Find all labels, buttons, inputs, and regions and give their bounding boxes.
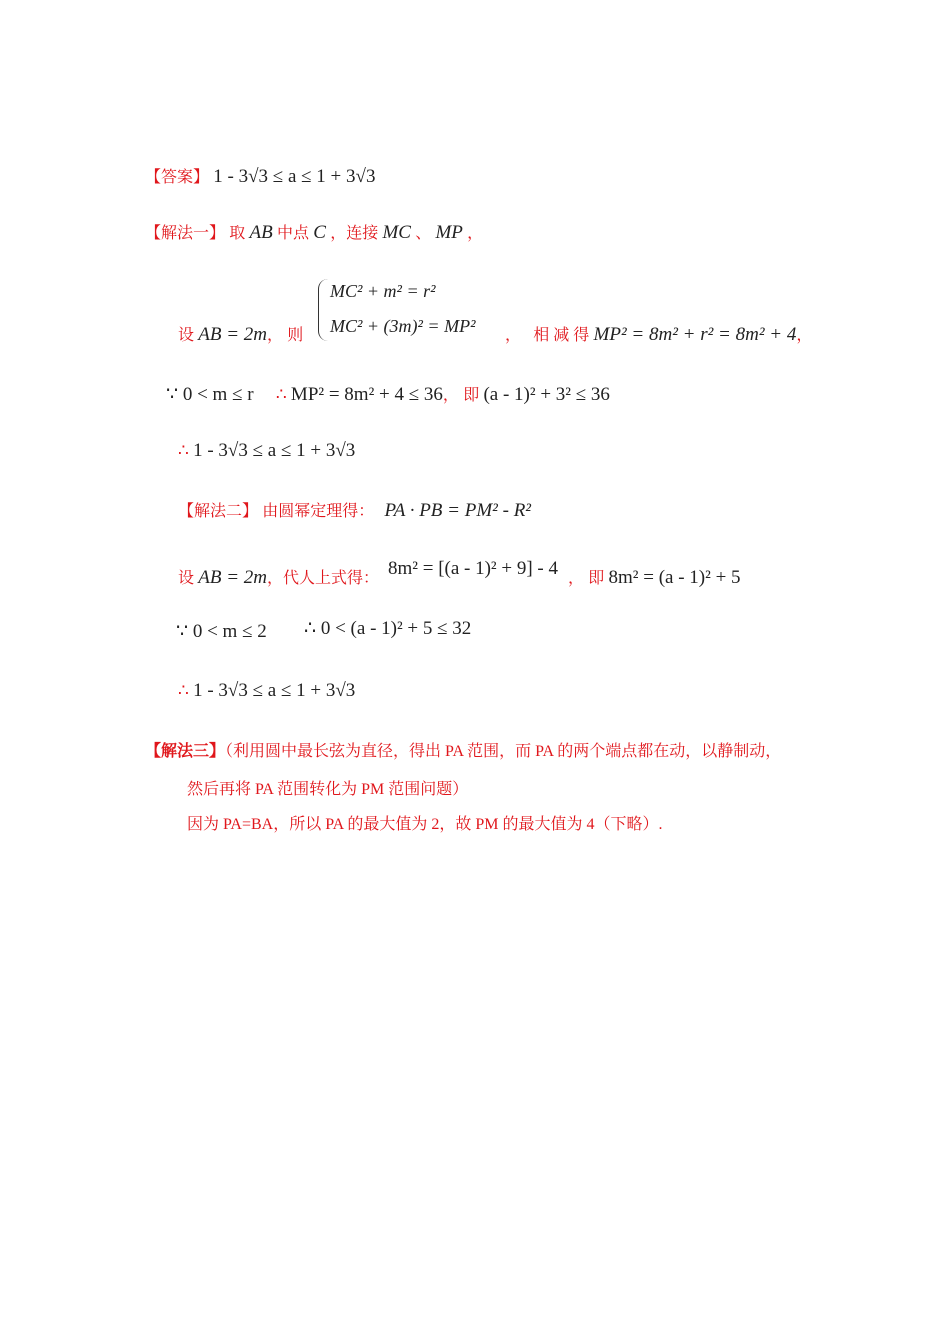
segment-ab: AB [249, 222, 273, 243]
text-subtract: 相 减 得 [533, 327, 590, 344]
eq-8m-bracket: 8m² = [(a - 1)² + 9] - 4 [388, 558, 558, 579]
conclusion-expression: 1 - 3√3 ≤ a ≤ 1 + 3√3 [193, 440, 356, 461]
because-range: ∵ 0 < m ≤ 2 [176, 621, 267, 642]
eq-ab-2m: AB = 2m [198, 324, 268, 345]
method2-conclusion [178, 680, 355, 702]
therefore-symbol: ∴ [275, 385, 287, 404]
method1-conclusion [178, 440, 355, 462]
eq-mp-squared: MP² = 8m² + r² = 8m² + 4 [593, 324, 797, 345]
answer-label: 【答案】 [145, 169, 210, 186]
text-set: 设 [178, 327, 195, 344]
method2-ie-line [568, 565, 741, 589]
comma: ， [505, 327, 522, 344]
method3-line2: 然后再将 PA 范围转化为 PM 范围问题） [187, 781, 469, 798]
segment-mc: MC [382, 222, 411, 243]
text-power-theorem: 由圆幂定理得： [262, 503, 375, 520]
ineq-mp: MP² = 8m² + 4 ≤ 36 [290, 384, 443, 405]
ineq-a: (a - 1)² + 3² ≤ 36 [483, 384, 610, 405]
text-take: 取 [229, 225, 246, 242]
therefore-symbol: ∴ [178, 441, 189, 460]
eq-8m-simplified: 8m² = (a - 1)² + 5 [608, 567, 741, 588]
answer-expression: 1 - 3√3 ≤ a ≤ 1 + 3√3 [213, 166, 376, 187]
conclusion-expression: 1 - 3√3 ≤ a ≤ 1 + 3√3 [193, 680, 356, 701]
text-comma: ， [467, 225, 484, 242]
point-c: C [313, 222, 326, 243]
method3-line1 [145, 738, 781, 761]
text-and: 、 [415, 225, 432, 242]
segment-mp: MP [435, 222, 463, 243]
method3-label: 【解法三】 [145, 743, 226, 760]
method1-result-line [505, 322, 812, 346]
text-then: 则 [287, 327, 304, 344]
text-ie: 即 [588, 570, 605, 587]
comma: ， [568, 570, 585, 587]
therefore-ineq: ∴ 0 < (a - 1)² + 5 ≤ 32 [304, 618, 472, 639]
method2-label: 【解法二】 [178, 503, 259, 520]
eq-ab-2m: AB = 2m [198, 567, 268, 588]
comma: ， [267, 327, 284, 344]
formula-power: PA · PB = PM² - R² [384, 500, 531, 521]
text-ie: 即 [463, 387, 480, 404]
text-set: 设 [178, 570, 195, 587]
method1-intro [145, 220, 483, 244]
system-eq-1: MC² + m² = r² [330, 281, 436, 301]
comma: ， [442, 387, 459, 404]
system-eq-2: MC² + (3m)² = MP² [330, 316, 476, 336]
text-midpoint: 中点 [277, 225, 310, 242]
method1-label: 【解法一】 [145, 225, 226, 242]
therefore-symbol: ∴ [178, 681, 189, 700]
comma: ， [796, 327, 813, 344]
method2-intro [178, 498, 531, 522]
text-substitute: ，代人上式得： [267, 570, 380, 587]
method3-line3: 因为 PA=BA，所以 PA 的最大值为 2，故 PM 的最大值为 4（下略）. [187, 816, 663, 833]
method2-because-line [176, 620, 267, 643]
method3-text-1: （利用圆中最长弦为直径，得出 PA 范围，而 PA 的两个端点都在动，以静制动， [225, 743, 782, 760]
because-range: ∵ 0 < m ≤ r [166, 384, 254, 405]
text-connect: ，连接 [330, 225, 379, 242]
method2-set-line [178, 565, 379, 589]
method1-set-line [178, 322, 303, 346]
answer-row [145, 164, 375, 188]
method1-because-line [166, 382, 610, 406]
